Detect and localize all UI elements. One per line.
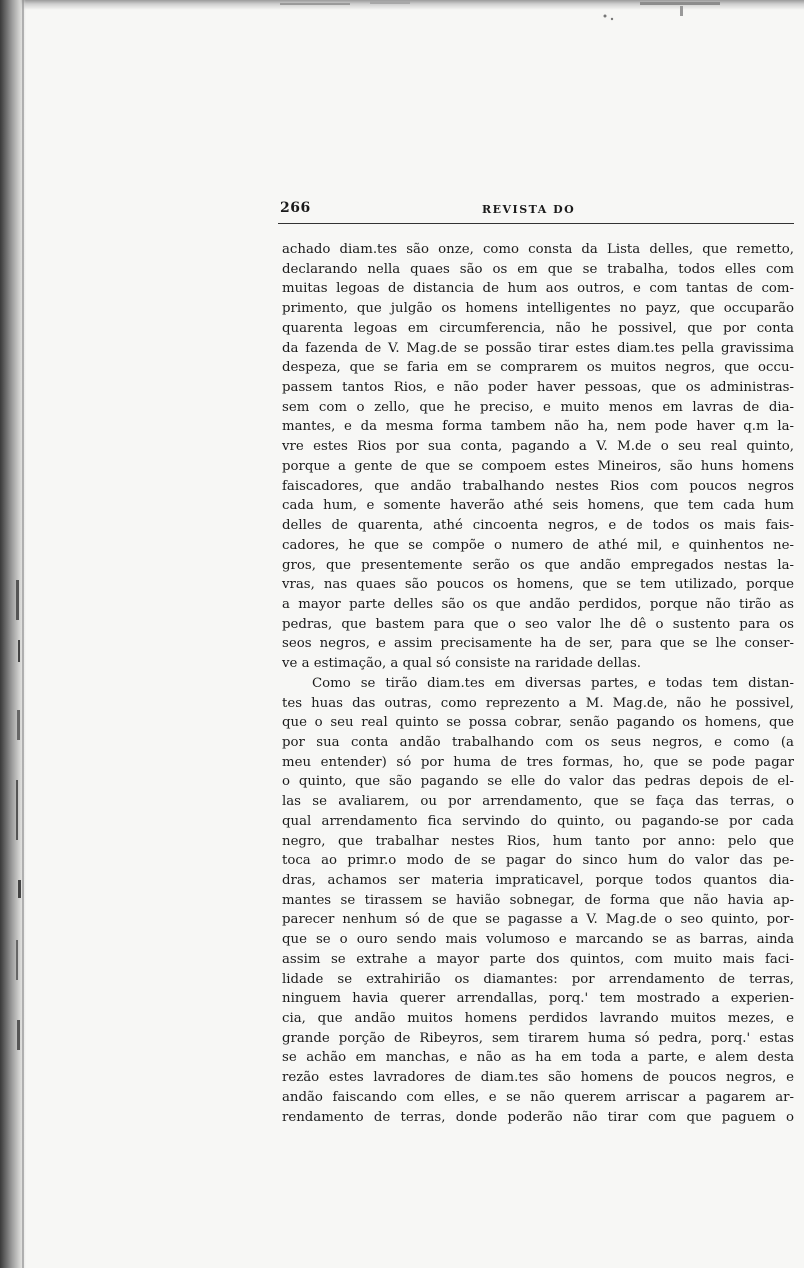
text-line: andão faiscando com elles, e se não querem arriscar a pagarem ar- xyxy=(282,1089,794,1105)
text-line: cia, que andão muitos homens perdidos lavrando muitos mezes, e xyxy=(282,1011,794,1027)
text-line: dras, achamos ser materia impraticavel, porque todos quantos dia- xyxy=(282,873,794,888)
text-line: declarando nella quaes são os em que se trabalha, todos elles com xyxy=(282,261,794,277)
text-line: cada hum, e somente haverão athé seis homens, que tem cada hum xyxy=(282,498,794,514)
text-line: muitas legoas de distancia de hum aos outros, e com tantas de com- xyxy=(282,281,794,297)
text-line: ninguem havia querer arrendallas, porq.' tem mostrado a experien- xyxy=(282,991,794,1007)
text-line: faiscadores, que andão trabalhando nestes Rios com poucos negros xyxy=(282,478,794,494)
text-line: rendamento de terras, donde poderão não tirar com que paguem o xyxy=(282,1109,794,1125)
text-line: primento, que julgão os homens intelligentes no payz, que occuparão xyxy=(282,301,794,317)
text-line: passem tantos Rios, e não poder haver pessoas, que os administras- xyxy=(282,380,794,396)
text-line: parecer nenhum só de que se pagasse a V. Mag.de o seo quinto, por- xyxy=(282,912,794,928)
text-line: assim se extrahe a mayor parte dos quintos, com muito mais faci- xyxy=(282,951,794,967)
header-rule xyxy=(278,223,794,224)
margin-specks xyxy=(12,580,26,1100)
text-line: achado diam.tes são onze, como consta da Lista delles, que remetto, xyxy=(282,242,794,257)
text-line: por sua conta andão trabalhando com os seus negros, e como (a xyxy=(282,734,794,750)
text-line: toca ao primr.o modo de se pagar do sinco hum do valor das pe- xyxy=(282,853,794,869)
paragraph-start-line: Como se tirão diam.tes em diversas partes, e todas tem distan- xyxy=(312,675,794,691)
text-line: vre estes Rios por sua conta, pagando a V. M.de o seu real quinto, xyxy=(282,439,794,455)
text-line: gros, que presentemente serão os que andão empregados nestas la- xyxy=(282,557,794,573)
text-line: tes huas das outras, como reprezento a M. Mag.de, não he possivel, xyxy=(282,695,794,711)
text-line: las se avaliarem, ou por arrendamento, que se faça das terras, o xyxy=(282,794,794,810)
text-line: seos negros, e assim precisamente ha de ser, para que se lhe conser- xyxy=(282,636,794,652)
running-head: REVISTA DO xyxy=(482,203,576,216)
text-line: delles de quarenta, athé cincoenta negros, e de todos os mais fais- xyxy=(282,518,794,534)
text-line: cadores, he que se compõe o numero de athé mil, e quinhentos ne- xyxy=(282,537,794,553)
text-line: da fazenda de V. Mag.de se possão tirar estes diam.tes pella gravissima xyxy=(282,340,794,356)
text-line: mantes, e da mesma forma tambem não ha, nem pode haver q.m la- xyxy=(282,419,794,435)
text-line: sem com o zello, que he preciso, e muito menos em lavras de dia- xyxy=(282,399,794,415)
text-line: pedras, que bastem para que o seo valor lhe dê o sustento para os xyxy=(282,616,794,632)
text-line: se achão em manchas, e não as ha em toda a parte, e alem desta xyxy=(282,1050,794,1066)
text-line: grande porção de Ribeyros, sem tirarem huma só pedra, porq.' estas xyxy=(282,1030,794,1046)
page-header xyxy=(278,192,794,226)
text-line: meu entender) só por huma de tres formas, ho, que se pode pagar xyxy=(282,754,794,770)
text-line: vras, nas quaes são poucos os homens, que se tem utilizado, porque xyxy=(282,577,794,593)
scan-specks xyxy=(240,0,760,22)
text-line: o quinto, que são pagando se elle do valor das pedras depois de el- xyxy=(282,774,794,790)
text-line: que se o ouro sendo mais volumoso e marcando se as barras, ainda xyxy=(282,932,794,948)
text-line: lidade se extrahirião os diamantes: por arrendamento de terras, xyxy=(282,971,794,987)
text-line: quarenta legoas em circumferencia, não he possivel, que por conta xyxy=(282,320,794,336)
text-line: negro, que trabalhar nestes Rios, hum tanto por anno: pelo que xyxy=(282,833,794,849)
paragraph-end-line: ve a estimação, a qual só consiste na raridade dellas. xyxy=(282,656,641,672)
page-number: 266 xyxy=(280,200,311,216)
text-line: mantes se tirassem se havião sobnegar, de forma que não havia ap- xyxy=(282,892,794,908)
text-line: a mayor parte delles são os que andão perdidos, porque não tirão as xyxy=(282,596,794,612)
text-line: porque a gente de que se compoem estes Mineiros, são huns homens xyxy=(282,458,794,474)
body-text xyxy=(282,240,794,1127)
text-line: que o seu real quinto se possa cobrar, senão pagando os homens, que xyxy=(282,715,794,731)
text-line: despeza, que se faria em se comprarem os muitos negros, que occu- xyxy=(282,360,794,376)
text-line: qual arrendamento fica servindo do quinto, ou pagando-se por cada xyxy=(282,813,794,829)
text-line: rezão estes lavradores de diam.tes são homens de poucos negros, e xyxy=(282,1070,794,1086)
